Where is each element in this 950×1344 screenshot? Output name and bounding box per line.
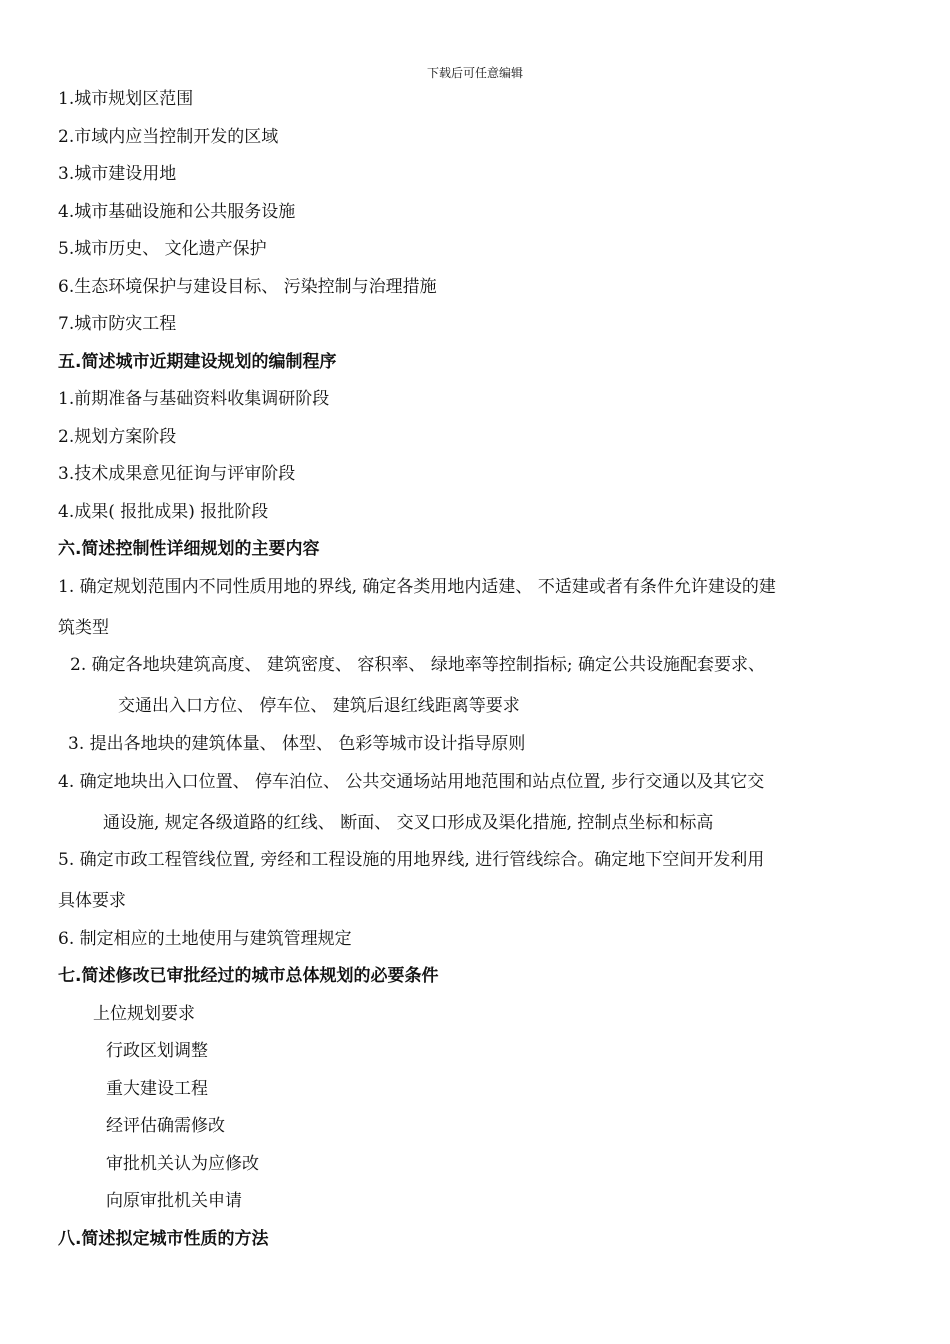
list-item-continuation: 交通出入口方位、 停车位、 建筑后退红线距离等要求 — [118, 696, 520, 716]
list-item: 2.市域内应当控制开发的区域 — [58, 127, 279, 147]
section-heading: 八.简述拟定城市性质的方法 — [58, 1229, 269, 1249]
list-item: 4. 确定地块出入口位置、 停车泊位、 公共交通场站用地范围和站点位置, 步行交通以及其它交 — [58, 772, 765, 792]
list-item: 7.城市防灾工程 — [58, 314, 177, 334]
list-item-continuation: 筑类型 — [58, 618, 109, 638]
list-item: 6.生态环境保护与建设目标、 污染控制与治理措施 — [58, 277, 437, 297]
list-item: 审批机关认为应修改 — [106, 1154, 259, 1174]
list-item: 行政区划调整 — [106, 1041, 208, 1061]
section-heading: 六.简述控制性详细规划的主要内容 — [58, 539, 320, 559]
list-item: 重大建设工程 — [106, 1079, 208, 1099]
list-item: 经评估确需修改 — [106, 1116, 225, 1136]
section-heading: 五.简述城市近期建设规划的编制程序 — [58, 352, 337, 372]
list-item: 5.城市历史、 文化遗产保护 — [58, 239, 267, 259]
list-item: 向原审批机关申请 — [106, 1191, 242, 1211]
list-item: 上位规划要求 — [93, 1004, 195, 1024]
list-item: 2.规划方案阶段 — [58, 427, 177, 447]
section-heading: 七.简述修改已审批经过的城市总体规划的必要条件 — [58, 966, 439, 986]
list-item: 1. 确定规划范围内不同性质用地的界线, 确定各类用地内适建、 不适建或者有条件允许建设的建 — [58, 577, 776, 597]
list-item-continuation: 具体要求 — [58, 891, 126, 911]
list-item: 3.技术成果意见征询与评审阶段 — [58, 464, 296, 484]
page-header: 下载后可任意编辑 — [426, 66, 523, 80]
list-item: 3. 提出各地块的建筑体量、 体型、 色彩等城市设计指导原则 — [68, 734, 526, 754]
list-item: 4.成果( 报批成果) 报批阶段 — [58, 502, 269, 522]
list-item: 4.城市基础设施和公共服务设施 — [58, 202, 296, 222]
list-item: 6. 制定相应的土地使用与建筑管理规定 — [58, 929, 352, 949]
list-item-continuation: 通设施, 规定各级道路的红线、 断面、 交叉口形成及渠化措施, 控制点坐标和标高 — [103, 813, 714, 833]
list-item: 2. 确定各地块建筑高度、 建筑密度、 容积率、 绿地率等控制指标; 确定公共设施配套要求、 — [70, 655, 765, 675]
list-item: 3.城市建设用地 — [58, 164, 177, 184]
list-item: 5. 确定市政工程管线位置, 旁经和工程设施的用地界线, 进行管线综合。确定地下空间开发利用 — [58, 850, 765, 870]
list-item: 1.前期准备与基础资料收集调研阶段 — [58, 389, 330, 409]
list-item: 1.城市规划区范围 — [58, 89, 194, 109]
